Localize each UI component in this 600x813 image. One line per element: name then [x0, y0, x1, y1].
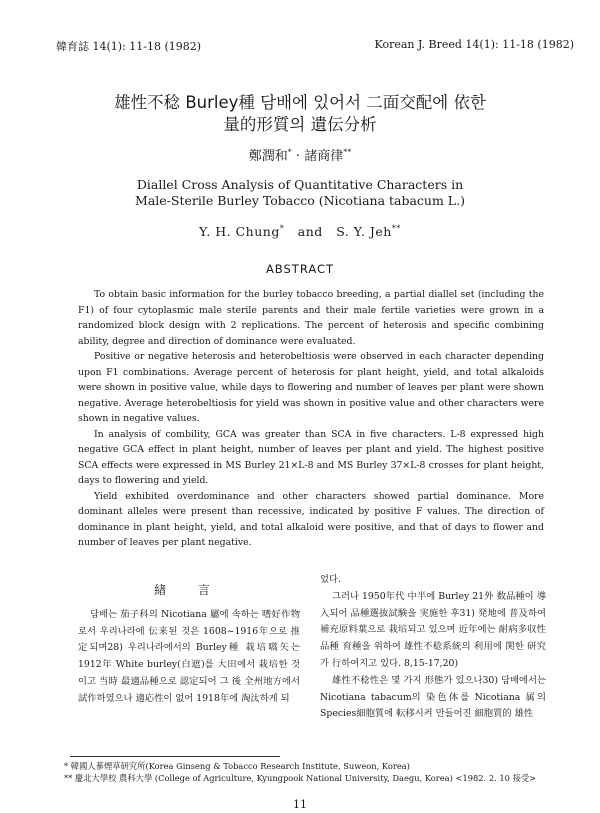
intro-right-column: [320, 572, 546, 723]
intro-paragraph: 雄性不稔性은 몇 가지 形態가 있으나30) 담배에서는 Nicotiana tabacum의 染色体를 Nicotiana 属의 Species細胞質에 転移시켜 만들어진 細胞質的 雄性: [320, 674, 546, 720]
footnote-affiliation-2: ** 慶北大學校 農科大學 (College of Agriculture, Kyungpook National University, Daegu, Korea) <1982. 2. 10 接受>: [64, 772, 537, 783]
abstract-paragraph: In analysis of combility, GCA was greater than SCA in five characters. L-8 expressed high negative GCA effect in plant height, number of leaves per plant and yield. The highest positive SCA effects were expressed in MS Burley 21×L-8 and MS Burley 37×L-8 crosses for plant height, days to flowering and yield.: [78, 428, 544, 486]
abstract-heading: ABSTRACT: [265, 262, 335, 276]
title-english-line1: Diallel Cross Analysis of Quantitative Characters in: [136, 177, 464, 192]
abstract-paragraph: To obtain basic information for the burley tobacco breeding, a partial diallel set (including the F1) of four cytoplasmic male sterile parents and their male fertile varieties were grown in a randomized block design with 2 replications. The percent of heterosis and specific combining ability, degree and direction of dominance were evaluated.: [78, 289, 544, 347]
author2-mark: **: [343, 147, 352, 157]
authors-conjunction: and: [297, 224, 323, 240]
abstract-paragraph: Yield exhibited overdominance and other characters showed partial dominance. More dominant alleles were present than recessive, indicated by positive F values. The direction of dominance in plant height, yield, and total alkaloid were positive, and that of days to flower and number of leaves per plant negative.: [78, 490, 544, 548]
author-separator: ·: [291, 149, 305, 164]
footnotes: [64, 761, 554, 784]
abstract-paragraph: Positive or negative heterosis and heterobeltiosis were observed in each character depending upon F1 combinations. Average percent of heterosis for plant height, yield, and total alkaloids were shown in positive value, while days to flowering and number of leaves per plant were shown negative. Average heterobeltiosis for yield was shown in positive value and other characters were shown in negative values.: [78, 351, 544, 424]
author2-korean: 諸商律: [304, 149, 344, 164]
intro-left-column: [78, 582, 300, 708]
intro-paragraph: 담배는 茄子科의 Nicotiana 屬에 속하는 嗜好作物로서 우리나라에 伝来된 것은 1608~1916年으로 推定되며28) 우리나라에서의 Burley種 栽培嚆矢는 1912年 White burley(白遮)를 大田에서 栽培한 것이고 当時 最適品種으로 認定되어 그 後 全州地方에서 試作하였으나 適応性이 없어 1918年에 淘汰하게 되: [78, 608, 300, 704]
abstract-body: [78, 287, 544, 551]
intro-heading: 緖 言: [154, 583, 224, 597]
author1-mark: *: [287, 147, 292, 157]
author2-english-mark: **: [391, 224, 401, 233]
authors-korean: [0, 145, 600, 164]
footnote-divider: [70, 756, 280, 757]
author1-korean: 鄭潤和: [248, 149, 288, 164]
intro-paragraph: 그러나 1950年代 中半에 Burley 21外 数品種이 導入되어 品種選抜試験을 実施한 후31) 発地에 普及하여 補充原料葉으로 栽培되고 있으며 近年에는 耐病多収性 品種 育種을 위하여 雄性不稔系統의 利用에 関한 研究가 行하여지고 있다. 8,15-17,20): [320, 590, 546, 669]
page-number: 11: [293, 798, 307, 811]
journal-header-korean: 韓育誌 14(1): 11-18 (1982): [56, 40, 202, 53]
title-korean-line1: 雄性不稔 Burley種 담배에 있어서 二面交配에 依한: [114, 93, 486, 112]
journal-header-english: Korean J. Breed 14(1): 11-18 (1982): [374, 38, 574, 51]
intro-paragraph: 었다.: [320, 574, 341, 585]
footnote-affiliation-1: * 韓國人蔘煙草研究所(Korea Ginseng & Tobacco Research Institute, Suweon, Korea): [64, 761, 410, 771]
author1-english: Y. H. Chung: [199, 224, 280, 240]
title-korean-line2: 量的形質의 遺伝分析: [223, 115, 377, 134]
author1-english-mark: *: [279, 224, 285, 233]
title-english-line2: Male-Sterile Burley Tobacco (Nicotiana tabacum L.): [135, 193, 465, 208]
author2-english: S. Y. Jeh: [336, 224, 392, 240]
authors-english: [0, 224, 600, 239]
